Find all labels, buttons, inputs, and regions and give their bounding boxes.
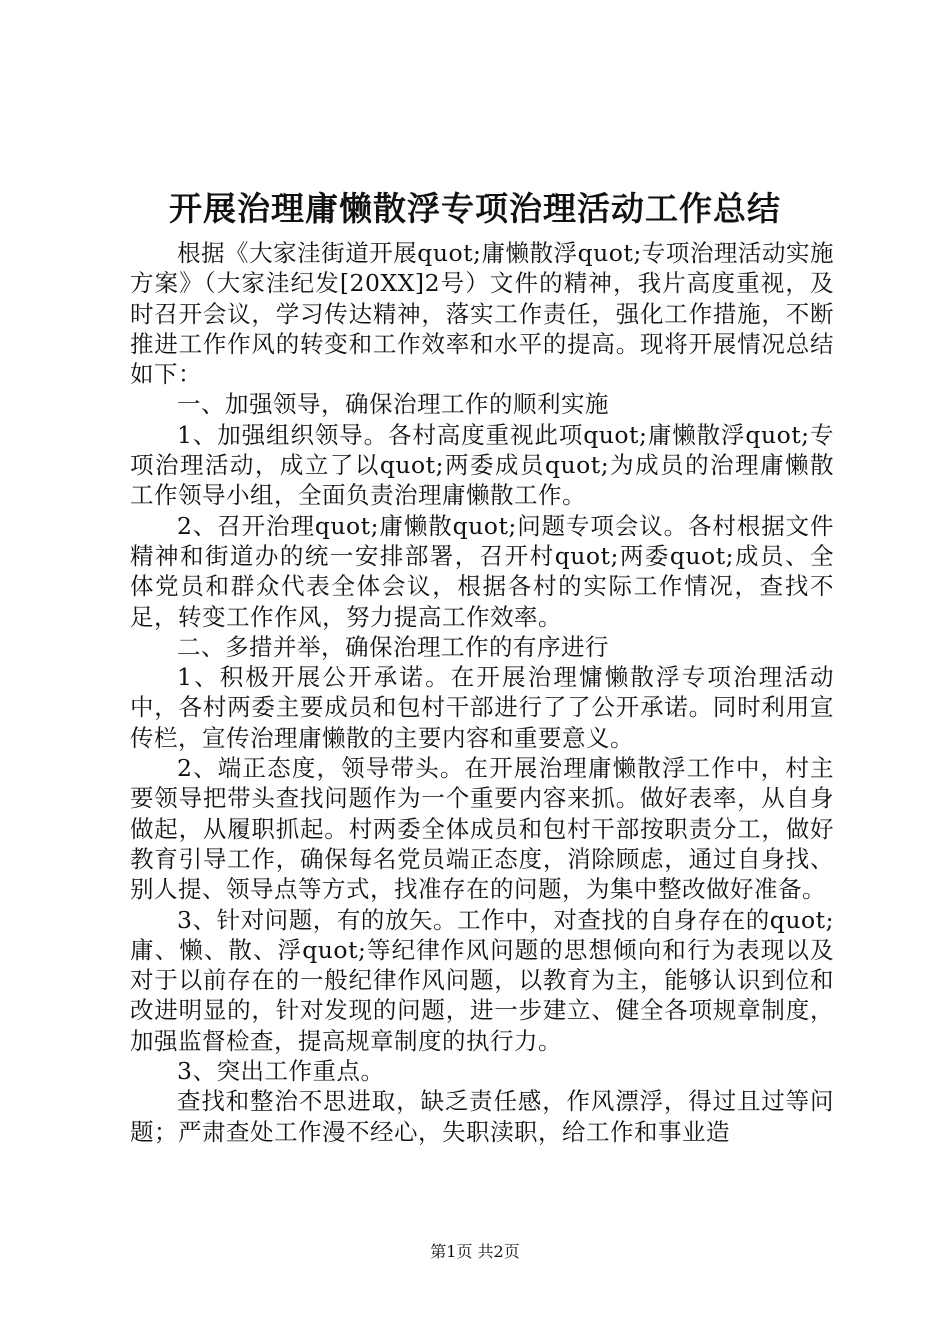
paragraph-2-4: 3、突出工作重点。 (177, 1057, 385, 1086)
paragraph-intro: 根据《大家洼街道开展quot;庸懒散浮quot;专项治理活动实施方案》（大家洼纪发[20XX]2号）文件的精神，我片高度重视，及时召开会议，学习传达精神，落实工作责任，强化工作措施，不断推进工作作风的转变和工作效率和水平的提高。现将开展情况总结如下： (130, 239, 834, 389)
paragraph-2-2: 2、端正态度，领导带头。在开展治理庸懒散浮工作中，村主要领导把带头查找问题作为一个重要内容来抓。做好表率，从自身做起，从履职抓起。村两委全体成员和包村干部按职责分工，做好教育引导工作，确保每名党员端正态度，消除顾虑，通过自身找、别人提、领导点等方式，找准存在的问题，为集中整改做好准备。 (130, 754, 834, 904)
section-heading-2: 二、多措并举，确保治理工作的有序进行 (177, 632, 609, 661)
paragraph-1-1: 1、加强组织领导。各村高度重视此项quot;庸懒散浮quot;专项治理活动，成立了以quot;两委成员quot;为成员的治理庸懒散工作领导小组，全面负责治理庸懒散工作。 (130, 420, 834, 510)
document-title: 开展治理庸懒散浮专项治理活动工作总结 (169, 189, 781, 228)
document-body (130, 238, 834, 1147)
paragraph-1-2: 2、召开治理quot;庸懒散quot;问题专项会议。各村根据文件精神和街道办的统一安排部署，召开村quot;两委quot;成员、全体党员和群众代表全体会议，根据各村的实际工作情况，查找不足，转变工作作风，努力提高工作效率。 (130, 511, 834, 631)
section-heading-1: 一、加强领导，确保治理工作的顺利实施 (177, 390, 609, 419)
paragraph-2-1: 1、积极开展公开承诺。在开展治理慵懒散浮专项治理活动中，各村两委主要成员和包村干部进行了了公开承诺。同时利用宣传栏，宣传治理庸懒散的主要内容和重要意义。 (130, 663, 834, 752)
page-number-footer: 第1页 共2页 (430, 1242, 520, 1261)
paragraph-2-3: 3、针对问题，有的放矢。工作中，对查找的自身存在的quot;庸、懒、散、浮quot;等纪律作风问题的思想倾向和行为表现以及对于以前存在的一般纪律作风问题，以教育为主，能够认识到位和改进明显的，针对发现的问题，进一步建立、健全各项规章制度，加强监督检查，提高规章制度的执行力。 (130, 905, 834, 1055)
paragraph-2-5: 查找和整治不思进取，缺乏责任感，作风漂浮，得过且过等问题；严肃查处工作漫不经心，失职渎职，给工作和事业造 (130, 1087, 834, 1146)
